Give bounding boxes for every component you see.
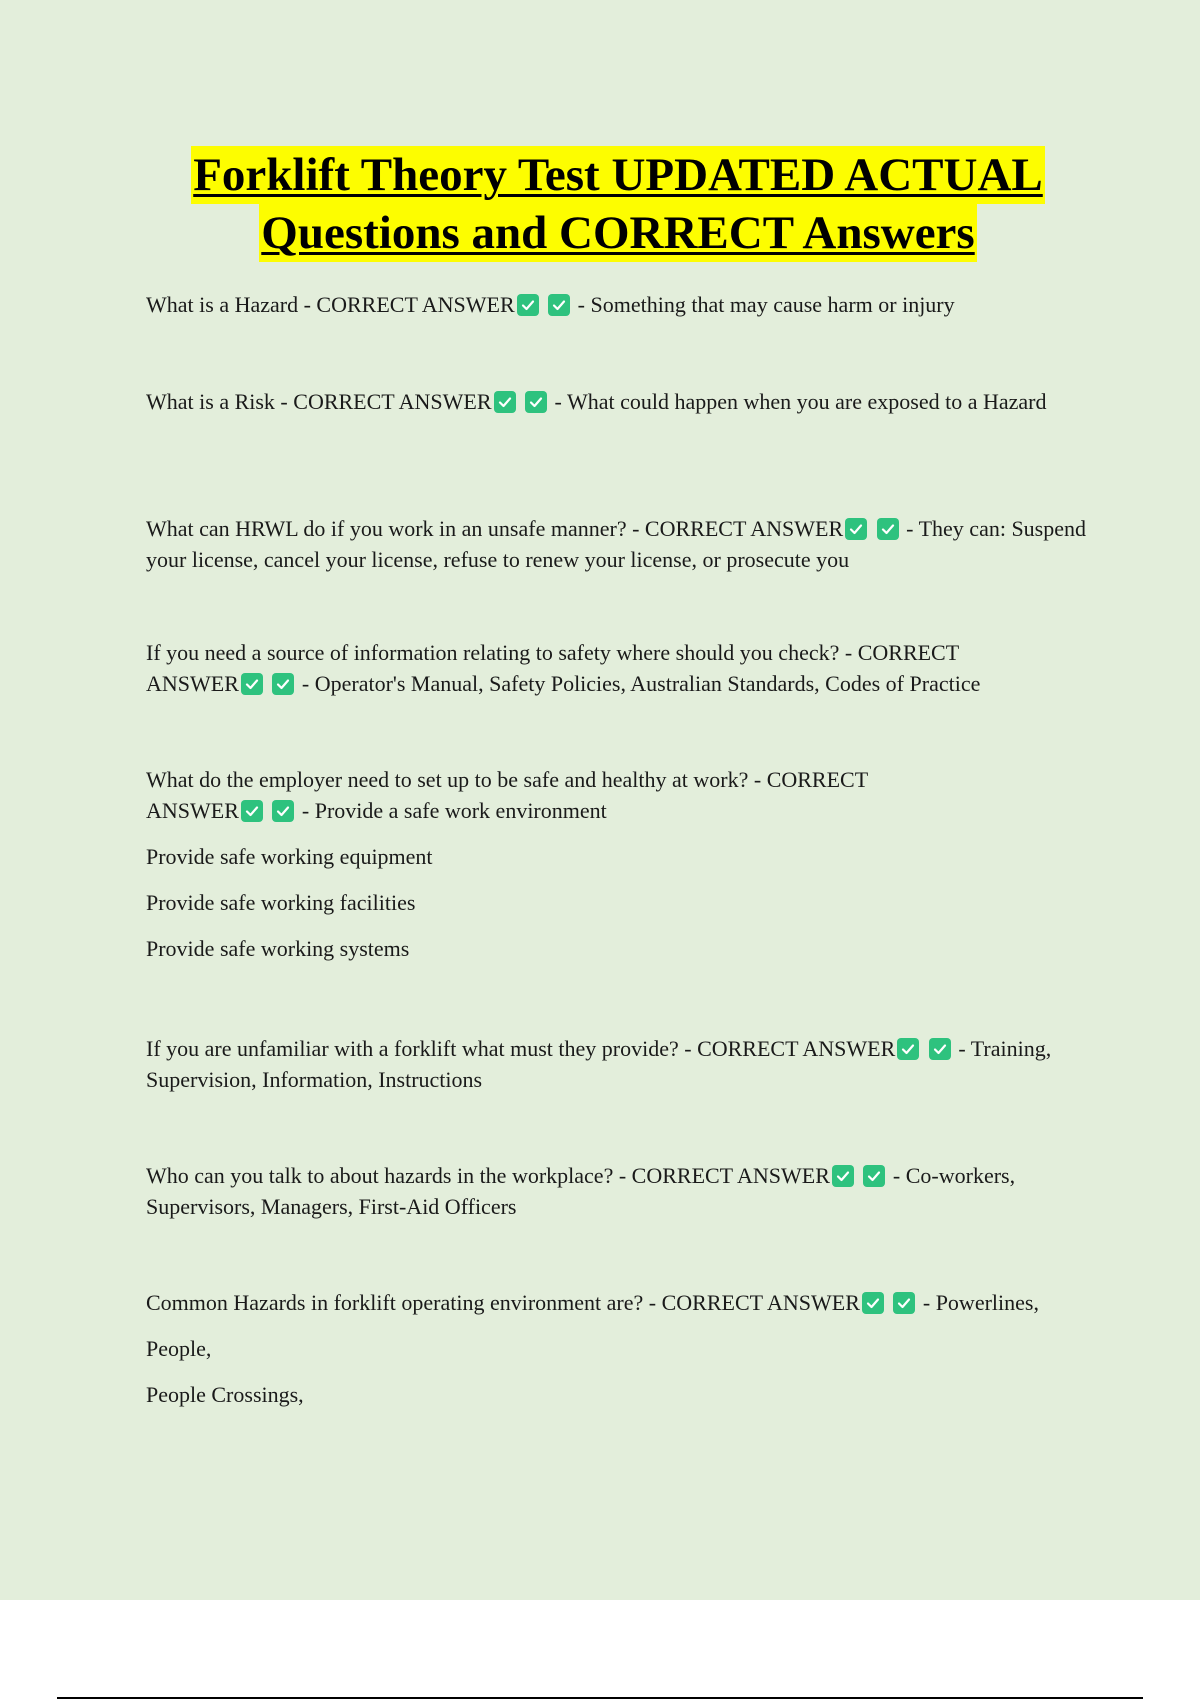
- question-text: If you are unfamiliar with a forklift what must they provide? -: [146, 1036, 698, 1061]
- correct-answer-label: CORRECT: [857, 640, 960, 665]
- check-mark-icon: [893, 1292, 915, 1314]
- correct-answer-label: CORRECT: [766, 767, 869, 792]
- check-mark-icon: [494, 391, 516, 413]
- question-text: What do the employer need to set up to be safe and healthy at work? -: [146, 767, 767, 792]
- answer-text: - What could happen when you are exposed to a Hazard: [549, 389, 1047, 414]
- check-mark-icon: [863, 1165, 885, 1187]
- question-text: If you need a source of information relating to safety where should you check? -: [146, 640, 858, 665]
- question-text: Who can you talk to about hazards in the workplace? -: [146, 1163, 632, 1188]
- qa-item-1: [146, 289, 1096, 320]
- check-mark-icon: [548, 294, 570, 316]
- answer-text: - Operator's Manual, Safety Policies, Australian Standards, Codes of Practice: [296, 671, 981, 696]
- answer-continuation-line: Provide safe working facilities: [146, 890, 416, 915]
- answer-text: - Provide a safe work environment: [296, 798, 607, 823]
- check-mark-icon: [272, 800, 294, 822]
- check-mark-icon: [525, 391, 547, 413]
- answer-text: - Training, Supervision, Information, Instructions: [146, 1036, 1052, 1092]
- qa-item-8: [146, 1287, 1096, 1410]
- answer-continuation-line: Provide safe working systems: [146, 936, 410, 961]
- title-line-1: Forklift Theory Test UPDATED ACTUAL: [191, 146, 1045, 204]
- correct-answer-label: CORRECT ANSWER: [631, 1163, 830, 1188]
- correct-answer-label: CORRECT ANSWER: [661, 1290, 860, 1315]
- qa-item-2: [146, 386, 1096, 417]
- correct-answer-label: ANSWER: [146, 798, 239, 823]
- correct-answer-label: CORRECT ANSWER: [293, 389, 492, 414]
- question-text: What is a Risk -: [146, 389, 294, 414]
- answer-text: - Co-workers, Supervisors, Managers, First-Aid Officers: [146, 1163, 1016, 1219]
- answer-text: - They can: Suspend your license, cancel your license, refuse to renew your license, or prosecute you: [146, 516, 1087, 572]
- qa-item-6: [146, 1033, 1096, 1095]
- answer-continuation-line: Provide safe working equipment: [146, 844, 433, 869]
- correct-answer-label: ANSWER: [146, 671, 239, 696]
- qa-item-5: [146, 764, 1096, 964]
- check-mark-icon: [241, 673, 263, 695]
- question-text: What can HRWL do if you work in an unsafe manner? -: [146, 516, 645, 541]
- check-mark-icon: [272, 673, 294, 695]
- correct-answer-label: CORRECT ANSWER: [697, 1036, 896, 1061]
- correct-answer-label: CORRECT ANSWER: [316, 292, 515, 317]
- check-mark-icon: [517, 294, 539, 316]
- question-text: Common Hazards in forklift operating environment are? -: [146, 1290, 662, 1315]
- qa-item-4: [146, 637, 1096, 699]
- check-mark-icon: [241, 800, 263, 822]
- check-mark-icon: [832, 1165, 854, 1187]
- check-mark-icon: [929, 1038, 951, 1060]
- correct-answer-label: CORRECT ANSWER: [644, 516, 844, 541]
- qa-item-7: [146, 1160, 1096, 1222]
- answer-continuation-line: People,: [146, 1336, 212, 1361]
- answer-continuation-line: People Crossings,: [146, 1382, 304, 1407]
- answer-text: - Something that may cause harm or injury: [572, 292, 955, 317]
- answer-text: - Powerlines,: [917, 1290, 1039, 1315]
- check-mark-icon: [862, 1292, 884, 1314]
- footer-divider: [57, 1697, 1143, 1699]
- document-title: [120, 146, 1116, 262]
- title-line-2: Questions and CORRECT Answers: [259, 204, 976, 262]
- check-mark-icon: [897, 1038, 919, 1060]
- check-mark-icon: [877, 518, 899, 540]
- check-mark-icon: [845, 518, 867, 540]
- qa-item-3: [146, 513, 1096, 575]
- question-text: What is a Hazard -: [146, 292, 317, 317]
